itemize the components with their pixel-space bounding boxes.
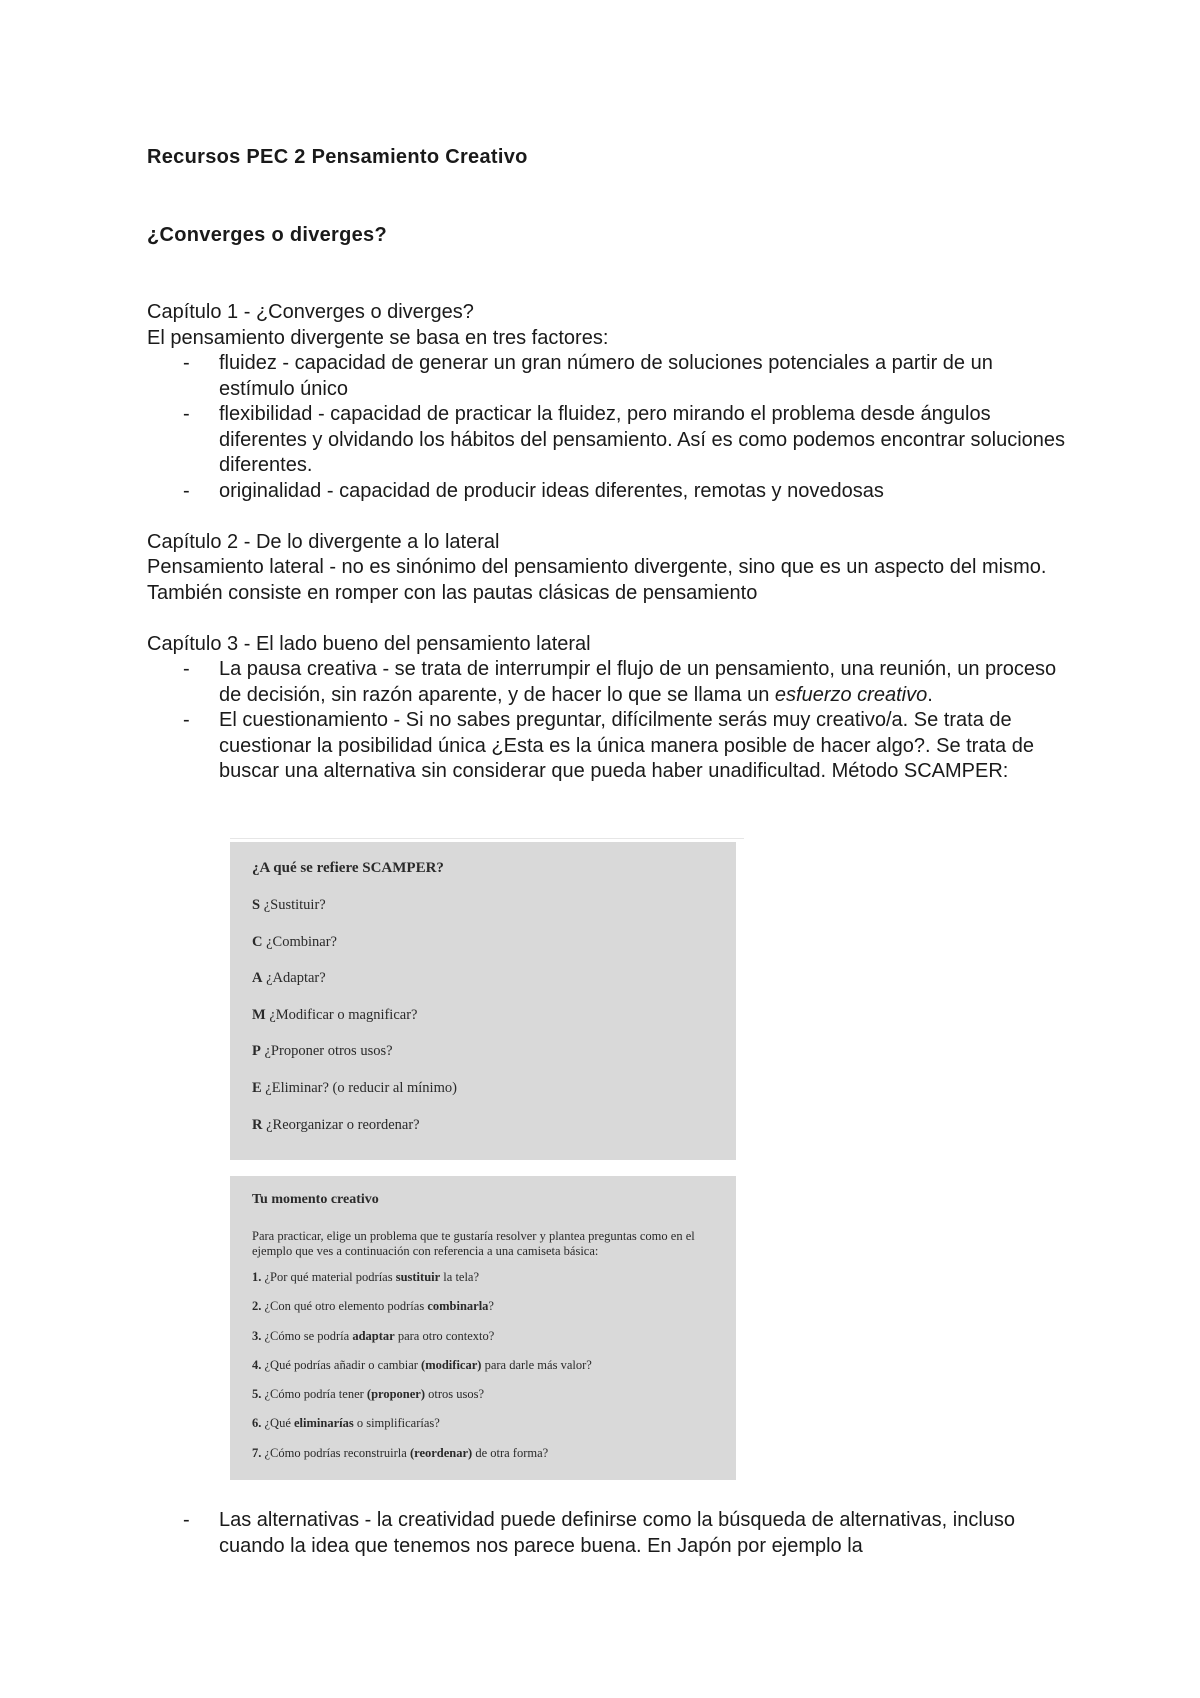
scamper-figure [230,842,736,1160]
scamper-item [252,1043,457,1080]
question-keyword: eliminarías [294,1416,354,1431]
emphasis-text: esfuerzo creativo [774,683,928,706]
scamper-text: ¿Reorganizar o reordenar? [266,1116,420,1133]
question-text: ¿Cómo se podría [264,1328,353,1343]
question-text-end: o simplificarías? [353,1416,440,1431]
chapter-1-intro: El pensamiento divergente se basa en tres factores: [147,326,609,349]
question-keyword: sustituir [395,1270,441,1284]
question-text-end: de otra forma? [472,1445,549,1460]
scamper-item [252,1117,457,1154]
question-text: ¿Qué podrías añadir o cambiar [264,1357,422,1372]
chapter-1-heading: Capítulo 1 - ¿Converges o diverges? [147,301,474,323]
scamper-letter: M [252,1006,266,1023]
question-keyword: (modificar) [421,1357,482,1372]
scamper-letter: A [252,970,263,987]
question-text: ¿Qué [264,1416,294,1431]
scamper-list [252,897,457,1153]
creative-moment-intro: Para practicar, elige un problema que te gustaría resolver y plantea preguntas como en el ejemplo que ves a continuación con referencia a una camiseta básica: [252,1229,695,1258]
document-title: Recursos PEC 2 Pensamiento Creativo [147,146,528,168]
scamper-text: ¿Sustituir? [263,897,326,913]
scamper-letter: R [252,1116,263,1133]
scamper-text: ¿Combinar? [266,933,337,950]
scamper-text: ¿Eliminar? (o reducir al mínimo) [265,1079,457,1096]
scamper-item [252,934,457,971]
question-number: 5. [252,1387,262,1402]
scamper-letter: C [252,933,263,950]
question-number: 2. [252,1299,262,1314]
list-item: - fluidez - capacidad de generar un gran número de soluciones potenciales a partir de un estímulo único [147,351,1067,402]
document-body-continued [147,1508,1067,1559]
question-number: 7. [252,1445,262,1460]
question-text-end: la tela? [440,1270,480,1284]
scamper-letter: S [252,897,261,913]
question-text-end: para otro contexto? [394,1328,495,1343]
creative-moment-figure [230,1176,736,1480]
scamper-item [252,897,457,934]
list-item-end: . [927,683,933,706]
figure-top-rule [230,838,744,839]
scamper-heading: ¿A qué se refiere SCAMPER? [252,860,444,876]
question-number: 4. [252,1357,262,1372]
question-number: 1. [252,1270,262,1284]
question-item [252,1446,592,1475]
question-item [252,1299,592,1328]
scamper-letter: P [252,1043,261,1060]
question-item [252,1329,592,1358]
list-item: - originalidad - capacidad de producir ideas diferentes, remotas y novedosas [147,479,1067,505]
scamper-text: ¿Adaptar? [266,970,326,987]
scamper-item [252,1080,457,1117]
chapter-3-heading: Capítulo 3 - El lado bueno del pensamiento lateral [147,632,591,655]
creative-moment-list [252,1270,592,1475]
scamper-text: ¿Proponer otros usos? [264,1043,393,1060]
question-text: ¿Cómo podrías reconstruirla [264,1445,410,1460]
document-body [147,300,1067,785]
question-keyword: (proponer) [366,1387,426,1402]
scamper-item [252,970,457,1007]
question-text-end: para darle más valor? [481,1357,592,1372]
chapter-3-list [147,657,1067,785]
list-item: - El cuestionamiento - Si no sabes preguntar, difícilmente serás muy creativo/a. Se trata de cuestionar la posibilidad única ¿Esta es la única manera posible de hacer algo?. Se trata de buscar una alternativa sin considerar que pueda haber unadificultad. Método SCAMPER: [147,708,1067,785]
question-text: ¿Con qué otro elemento podrías [264,1299,428,1314]
question-keyword: combinarla [427,1299,489,1314]
list-item: - flexibilidad - capacidad de practicar la fluidez, pero mirando el problema desde ángulos diferentes y olvidando los hábitos del pensamiento. Así es como podemos encontrar soluciones diferentes. [147,402,1067,479]
question-text: ¿Cómo podría tener [264,1387,367,1402]
scamper-text: ¿Modificar o magnificar? [269,1006,418,1023]
question-keyword: adaptar [352,1328,395,1343]
question-number: 3. [252,1328,262,1343]
section-subtitle: ¿Converges o diverges? [147,224,387,246]
chapter-3-list-continued [147,1508,1067,1559]
list-item-text: La pausa creativa - se trata de interrumpir el flujo de un pensamiento, una reunión, un proceso de decisión, sin razón aparente, y de hacer lo que se llama un [219,658,1057,706]
question-text: ¿Por qué material podrías [264,1270,396,1284]
list-item [147,657,1067,708]
scamper-item [252,1007,457,1044]
list-item: - Las alternativas - la creatividad puede definirse como la búsqueda de alternativas, incluso cuando la idea que tenemos nos parece buena. En Japón por ejemplo la [147,1508,1067,1559]
question-item [252,1358,592,1387]
question-item [252,1416,592,1445]
chapter-2-heading: Capítulo 2 - De lo divergente a lo lateral [147,530,500,553]
chapter-1-list [147,351,1067,504]
creative-moment-heading: Tu momento creativo [252,1192,379,1207]
question-number: 6. [252,1416,262,1431]
question-item [252,1387,592,1416]
question-text-end: ? [488,1299,494,1314]
chapter-2-text: Pensamiento lateral - no es sinónimo del pensamiento divergente, sino que es un aspecto del mismo. También consiste en romper con las pautas clásicas de pensamiento [147,556,1047,604]
question-text-end: otros usos? [425,1387,485,1402]
question-keyword: (reordenar) [409,1445,473,1460]
scamper-letter: E [252,1079,262,1096]
question-item [252,1270,592,1299]
